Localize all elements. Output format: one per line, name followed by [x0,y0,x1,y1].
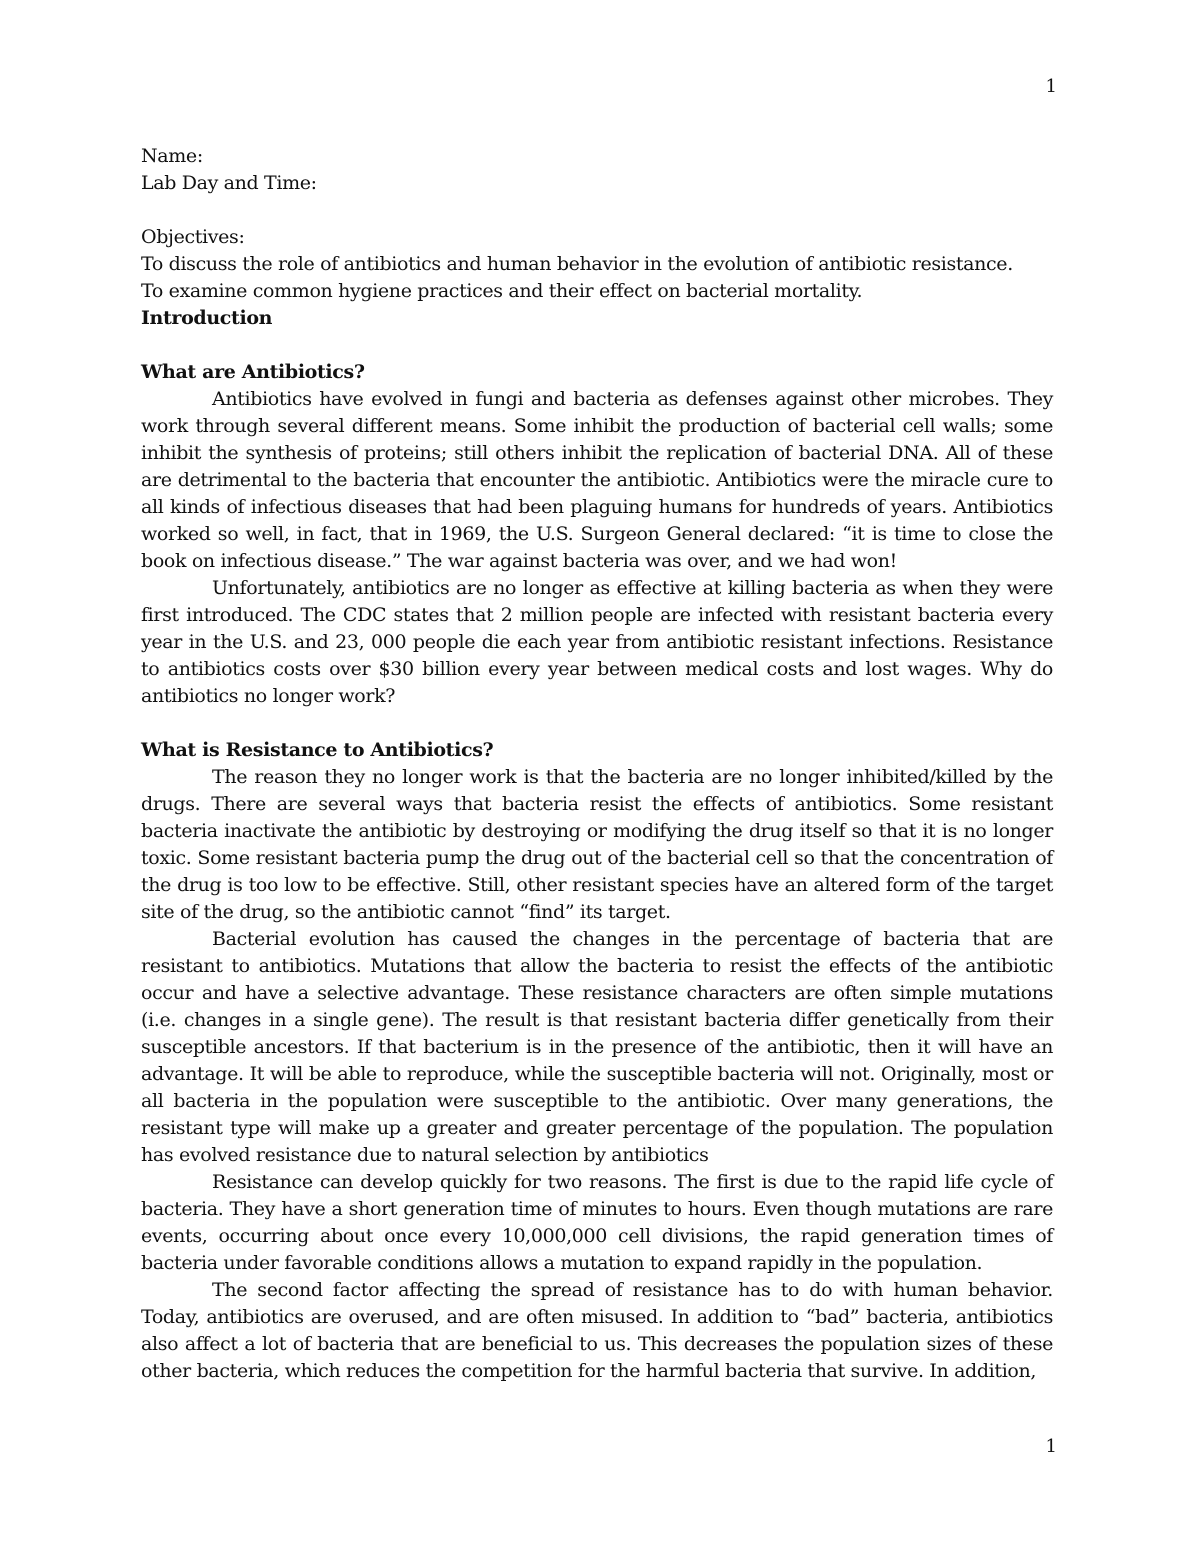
page-number-bottom: 1 [1045,1436,1057,1457]
spacer [141,332,1053,359]
objectives-label: Objectives: [141,226,245,248]
paragraph: Resistance can develop quickly for two reasons. The first is due to the rapid life cycle of bacteria. They have a short generation time of minutes to hours. Even though mutations are rare events, occurring about once every 10,000,000 cell divisions, the rapid generation times of bacteria under favorable conditions allows a mutation to expand rapidly in the population. [141,1171,1053,1274]
paragraph: Bacterial evolution has caused the changes in the percentage of bacteria that are resistant to antibiotics. Mutations that allow the bacteria to resist the effects of the antibiotic occur and have a selective advantage. These resistance characters are often simple mutations (i.e. changes in a single gene). The result is that resistant bacteria differ genetically from their susceptible ancestors. If that bacterium is in the presence of the antibiotic, then it will have an advantage. It will be able to reproduce, while the susceptible bacteria will not. Originally, most or all bacteria in the population were susceptible to the antibiotic. Over many generations, the resistant type will make up a greater and greater percentage of the population. The population has evolved resistance due to natural selection by antibiotics [141,928,1053,1166]
document-body [141,143,1053,1385]
spacer [141,197,1053,224]
section-heading-resistance: What is Resistance to Antibiotics? [141,739,494,761]
name-label: Name: [141,145,203,167]
paragraph: Unfortunately, antibiotics are no longer as effective at killing bacteria as when they were first introduced. The CDC states that 2 million people are infected with resistant bacteria every year in the U.S. and 23, 000 people die each year from antibiotic resistant infections. Resistance to antibiotics costs over $30 billion every year between medical costs and lost wages. Why do antibiotics no longer work? [141,577,1053,707]
objective-item: To discuss the role of antibiotics and human behavior in the evolution of antibiotic resistance. [141,253,1013,275]
spacer [141,710,1053,737]
section-heading-antibiotics: What are Antibiotics? [141,361,365,383]
paragraph: Antibiotics have evolved in fungi and bacteria as defenses against other microbes. They work through several different means. Some inhibit the production of bacterial cell walls; some inhibit the synthesis of proteins; still others inhibit the replication of bacterial DNA. All of these are detrimental to the bacteria that encounter the antibiotic. Antibiotics were the miracle cure to all kinds of infectious diseases that had been plaguing humans for hundreds of years. Antibiotics worked so well, in fact, that in 1969, the U.S. Surgeon General declared: “it is time to close the book on infectious disease.” The war against bacteria was over, and we had won! [141,388,1053,572]
objective-item: To examine common hygiene practices and their effect on bacterial mortality. [141,280,863,302]
page-number-top: 1 [1045,76,1057,97]
paragraph: The second factor affecting the spread of resistance has to do with human behavior. Today, antibiotics are overused, and are often misused. In addition to “bad” bacteria, antibiotics also affect a lot of bacteria that are beneficial to us. This decreases the population sizes of these other bacteria, which reduces the competition for the harmful bacteria that survive. In addition, [141,1279,1053,1382]
lab-day-label: Lab Day and Time: [141,172,317,194]
introduction-heading: Introduction [141,307,273,329]
paragraph: The reason they no longer work is that the bacteria are no longer inhibited/killed by the drugs. There are several ways that bacteria resist the effects of antibiotics. Some resistant bacteria inactivate the antibiotic by destroying or modifying the drug itself so that it is no longer toxic. Some resistant bacteria pump the drug out of the bacterial cell so that the concentration of the drug is too low to be effective. Still, other resistant species have an altered form of the target site of the drug, so the antibiotic cannot “find” its target. [141,766,1053,923]
